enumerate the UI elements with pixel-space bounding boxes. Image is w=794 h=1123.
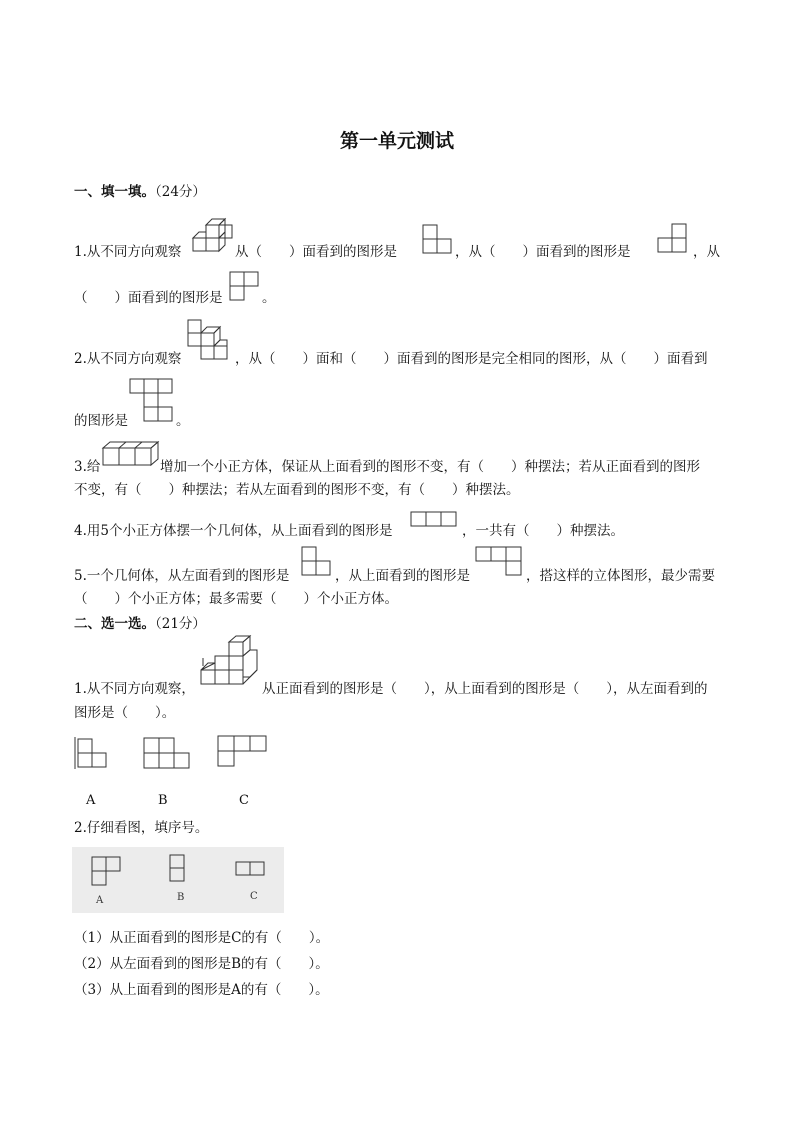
page-title: 第一单元测试 xyxy=(339,130,454,152)
s2q2-photo-label-b: B xyxy=(177,892,185,903)
s2q2-item-3: （3）从上面看到的图形是A的有（ ）。 xyxy=(74,982,329,998)
q5-top-view xyxy=(474,545,524,579)
section-2-title: 二、选一选。 xyxy=(74,616,155,632)
q4-text-b: ，一共有（ ）种摆法。 xyxy=(462,523,624,539)
q5-text-b: ，从上面看到的图形是 xyxy=(335,568,470,584)
s2q1-solid-figure xyxy=(199,638,261,690)
s2q2-item-1: （1）从正面看到的图形是C的有（ ）。 xyxy=(74,930,330,946)
q2-line2-b: 。 xyxy=(176,413,190,429)
s2q1-line2: 图形是（ ）。 xyxy=(74,705,176,721)
section-2-heading xyxy=(74,615,206,633)
q1-line2-a: （ ）面看到的图形是 xyxy=(74,290,223,306)
q1-line1-c: ，从（ ）面看到的图形是 xyxy=(455,244,631,260)
q1-solid-figure xyxy=(192,213,234,257)
q5-line2: （ ）个小正方体；最多需要（ ）个小正方体。 xyxy=(74,591,398,607)
q3-line2: 不变，有（ ）种摆法；若从左面看到的图形不变，有（ ）种摆法。 xyxy=(74,482,520,498)
q5-text-a: 5.一个几何体，从左面看到的图形是 xyxy=(74,568,290,584)
s2q2-views-image xyxy=(72,847,284,913)
s2q1-option-c-label: C xyxy=(239,793,249,808)
q2-solid-figure xyxy=(186,316,234,362)
q1-line1-a: 1.从不同方向观察 xyxy=(74,244,182,260)
q3-solid-figure xyxy=(102,440,160,468)
s2q2-item-2: （2）从左面看到的图形是B的有（ ）。 xyxy=(74,956,329,972)
section-1-title: 一、填一填。 xyxy=(74,184,155,200)
section-1-score: （24分） xyxy=(155,184,206,200)
q2-view xyxy=(129,378,175,424)
q4-text-a: 4.用5个小正方体摆一个几何体，从上面看到的图形是 xyxy=(74,523,393,539)
s2q2-view-c xyxy=(234,860,268,878)
q1-line1-d: ，从 xyxy=(693,244,720,260)
s2q2-photo-label-c: C xyxy=(250,891,258,902)
section-1-heading xyxy=(74,183,206,201)
s2q2-photo-label-a: A xyxy=(96,895,104,906)
s2q2-intro: 2.仔细看图，填序号。 xyxy=(74,820,209,836)
s2q1-option-c-figure xyxy=(216,734,268,774)
s2q1-text-b: 从正面看到的图形是（ ），从上面看到的图形是（ ），从左面看到的 xyxy=(262,681,708,697)
q5-text-c: ，搭这样的立体图形，最少需要 xyxy=(526,568,715,584)
s2q1-text-a: 1.从不同方向观察， xyxy=(74,681,195,697)
q1-view-2 xyxy=(657,222,689,256)
q5-left-view xyxy=(300,545,334,579)
s2q1-option-b-label: B xyxy=(158,793,168,808)
q1-view-3 xyxy=(229,270,261,304)
q2-line1-b: ，从（ ）面和（ ）面看到的图形是完全相同的图形，从（ ）面看到 xyxy=(235,351,708,367)
q3-line1-a: 3.给 xyxy=(74,459,101,475)
section-2-score: （21分） xyxy=(155,616,206,632)
q4-view xyxy=(410,510,460,528)
s2q1-option-a-label: A xyxy=(86,793,96,808)
q1-line1-b: 从（ ）面看到的图形是 xyxy=(235,244,397,260)
s2q2-view-b xyxy=(168,853,188,885)
q2-line2-a: 的图形是 xyxy=(74,413,128,429)
s2q1-option-b-figure xyxy=(141,735,193,775)
q2-line1-a: 2.从不同方向观察 xyxy=(74,351,182,367)
q1-view-1 xyxy=(422,224,452,256)
q1-line2-b: 。 xyxy=(262,290,276,306)
s2q2-view-a xyxy=(90,855,124,889)
q3-line1-b: 增加一个小正方体，保证从上面看到的图形不变，有（ ）种摆法；若从正面看到的图形 xyxy=(160,459,700,475)
s2q1-option-a-figure xyxy=(72,735,116,777)
